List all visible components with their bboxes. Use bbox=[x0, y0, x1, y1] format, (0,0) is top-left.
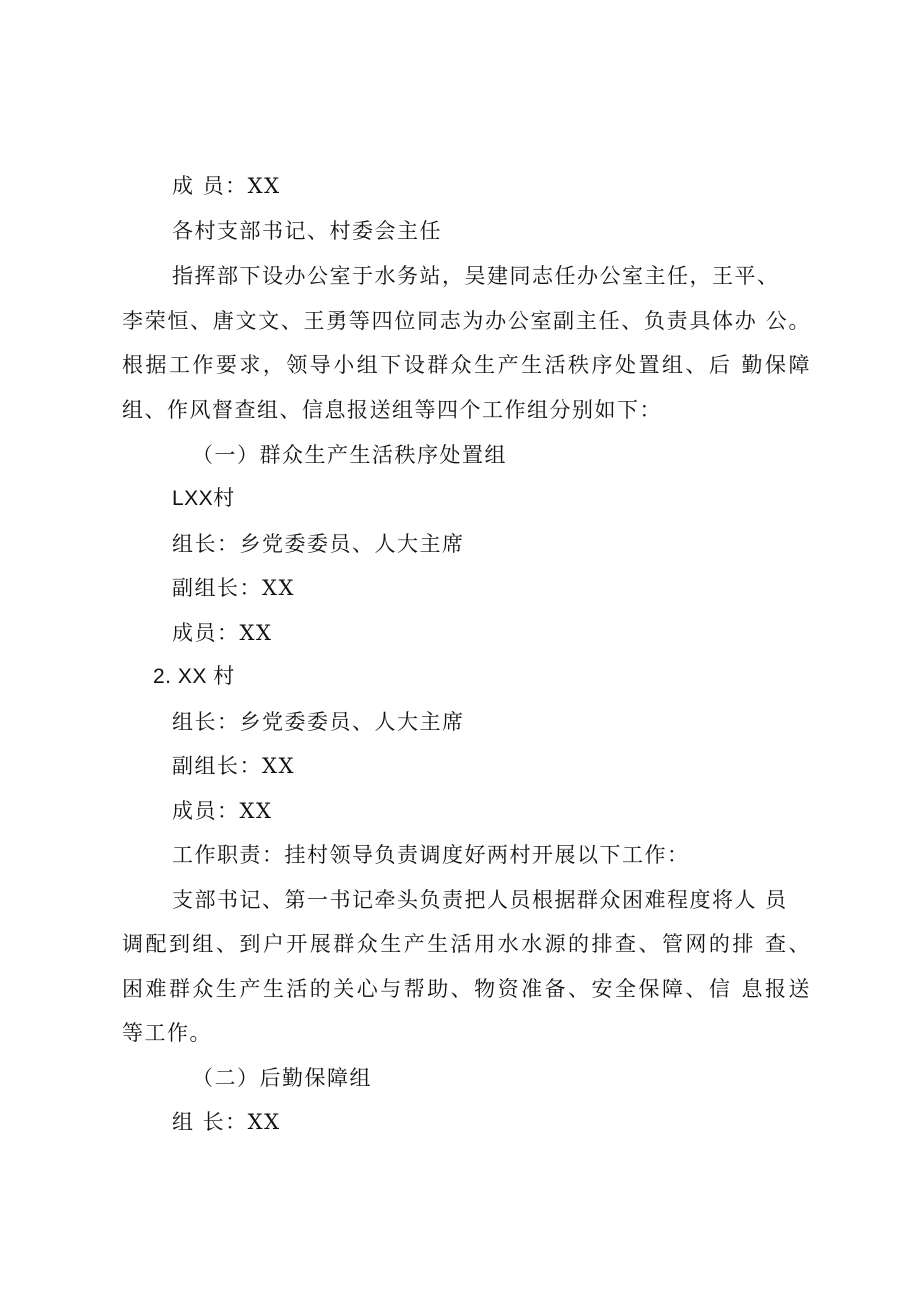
section-heading-1: （一）群众生产生活秩序处置组 bbox=[192, 443, 507, 467]
text-line-village-leaders: 各村支部书记、村委会主任 bbox=[172, 219, 442, 243]
paragraph-office-line-1: 指挥部下设办公室于水务站，吴建同志任办公室主任，王平、 bbox=[172, 264, 780, 288]
duties-paragraph-line-3: 困难群众生产生活的关心与帮助、物资准备、安全保障、信 息报送 bbox=[122, 977, 810, 1001]
village-heading-1: LXX村 bbox=[172, 487, 235, 510]
duties-paragraph-line-2: 调配到组、到户开展群众生产生活用水水源的排查、管网的排 查、 bbox=[122, 932, 810, 956]
deputy-leader-line-2: 副组长：XX bbox=[172, 754, 295, 778]
duties-paragraph-line-1: 支部书记、第一书记牵头负责把人员根据群众困难程度将人 员 bbox=[172, 888, 788, 912]
village-heading-2: 2. XX 村 bbox=[153, 665, 235, 688]
paragraph-office-line-2: 李荣恒、唐文文、王勇等四位同志为办公室副主任、负责具体办 公。 bbox=[122, 309, 810, 333]
members-line-3: 成员：XX bbox=[172, 799, 273, 823]
duties-paragraph-line-4: 等工作。 bbox=[122, 1021, 212, 1045]
logistics-leader-line: 组 长：XX bbox=[172, 1110, 281, 1134]
group-leader-line-1: 组长：乡党委委员、人大主席 bbox=[172, 532, 465, 556]
deputy-leader-line-1: 副组长：XX bbox=[172, 576, 295, 600]
duties-line: 工作职责：挂村领导负责调度好两村开展以下工作： bbox=[172, 843, 690, 867]
group-leader-line-2: 组长：乡党委委员、人大主席 bbox=[172, 710, 465, 734]
paragraph-office-line-4: 组、作风督查组、信息报送组等四个工作组分别如下： bbox=[122, 398, 662, 422]
section-heading-2: （二）后勤保障组 bbox=[192, 1066, 372, 1090]
paragraph-office-line-3: 根据工作要求，领导小组下设群众生产生活秩序处置组、后 勤保障 bbox=[122, 353, 810, 377]
members-line-2: 成员：XX bbox=[172, 621, 273, 645]
text-line-members-1: 成 员：XX bbox=[172, 174, 281, 198]
